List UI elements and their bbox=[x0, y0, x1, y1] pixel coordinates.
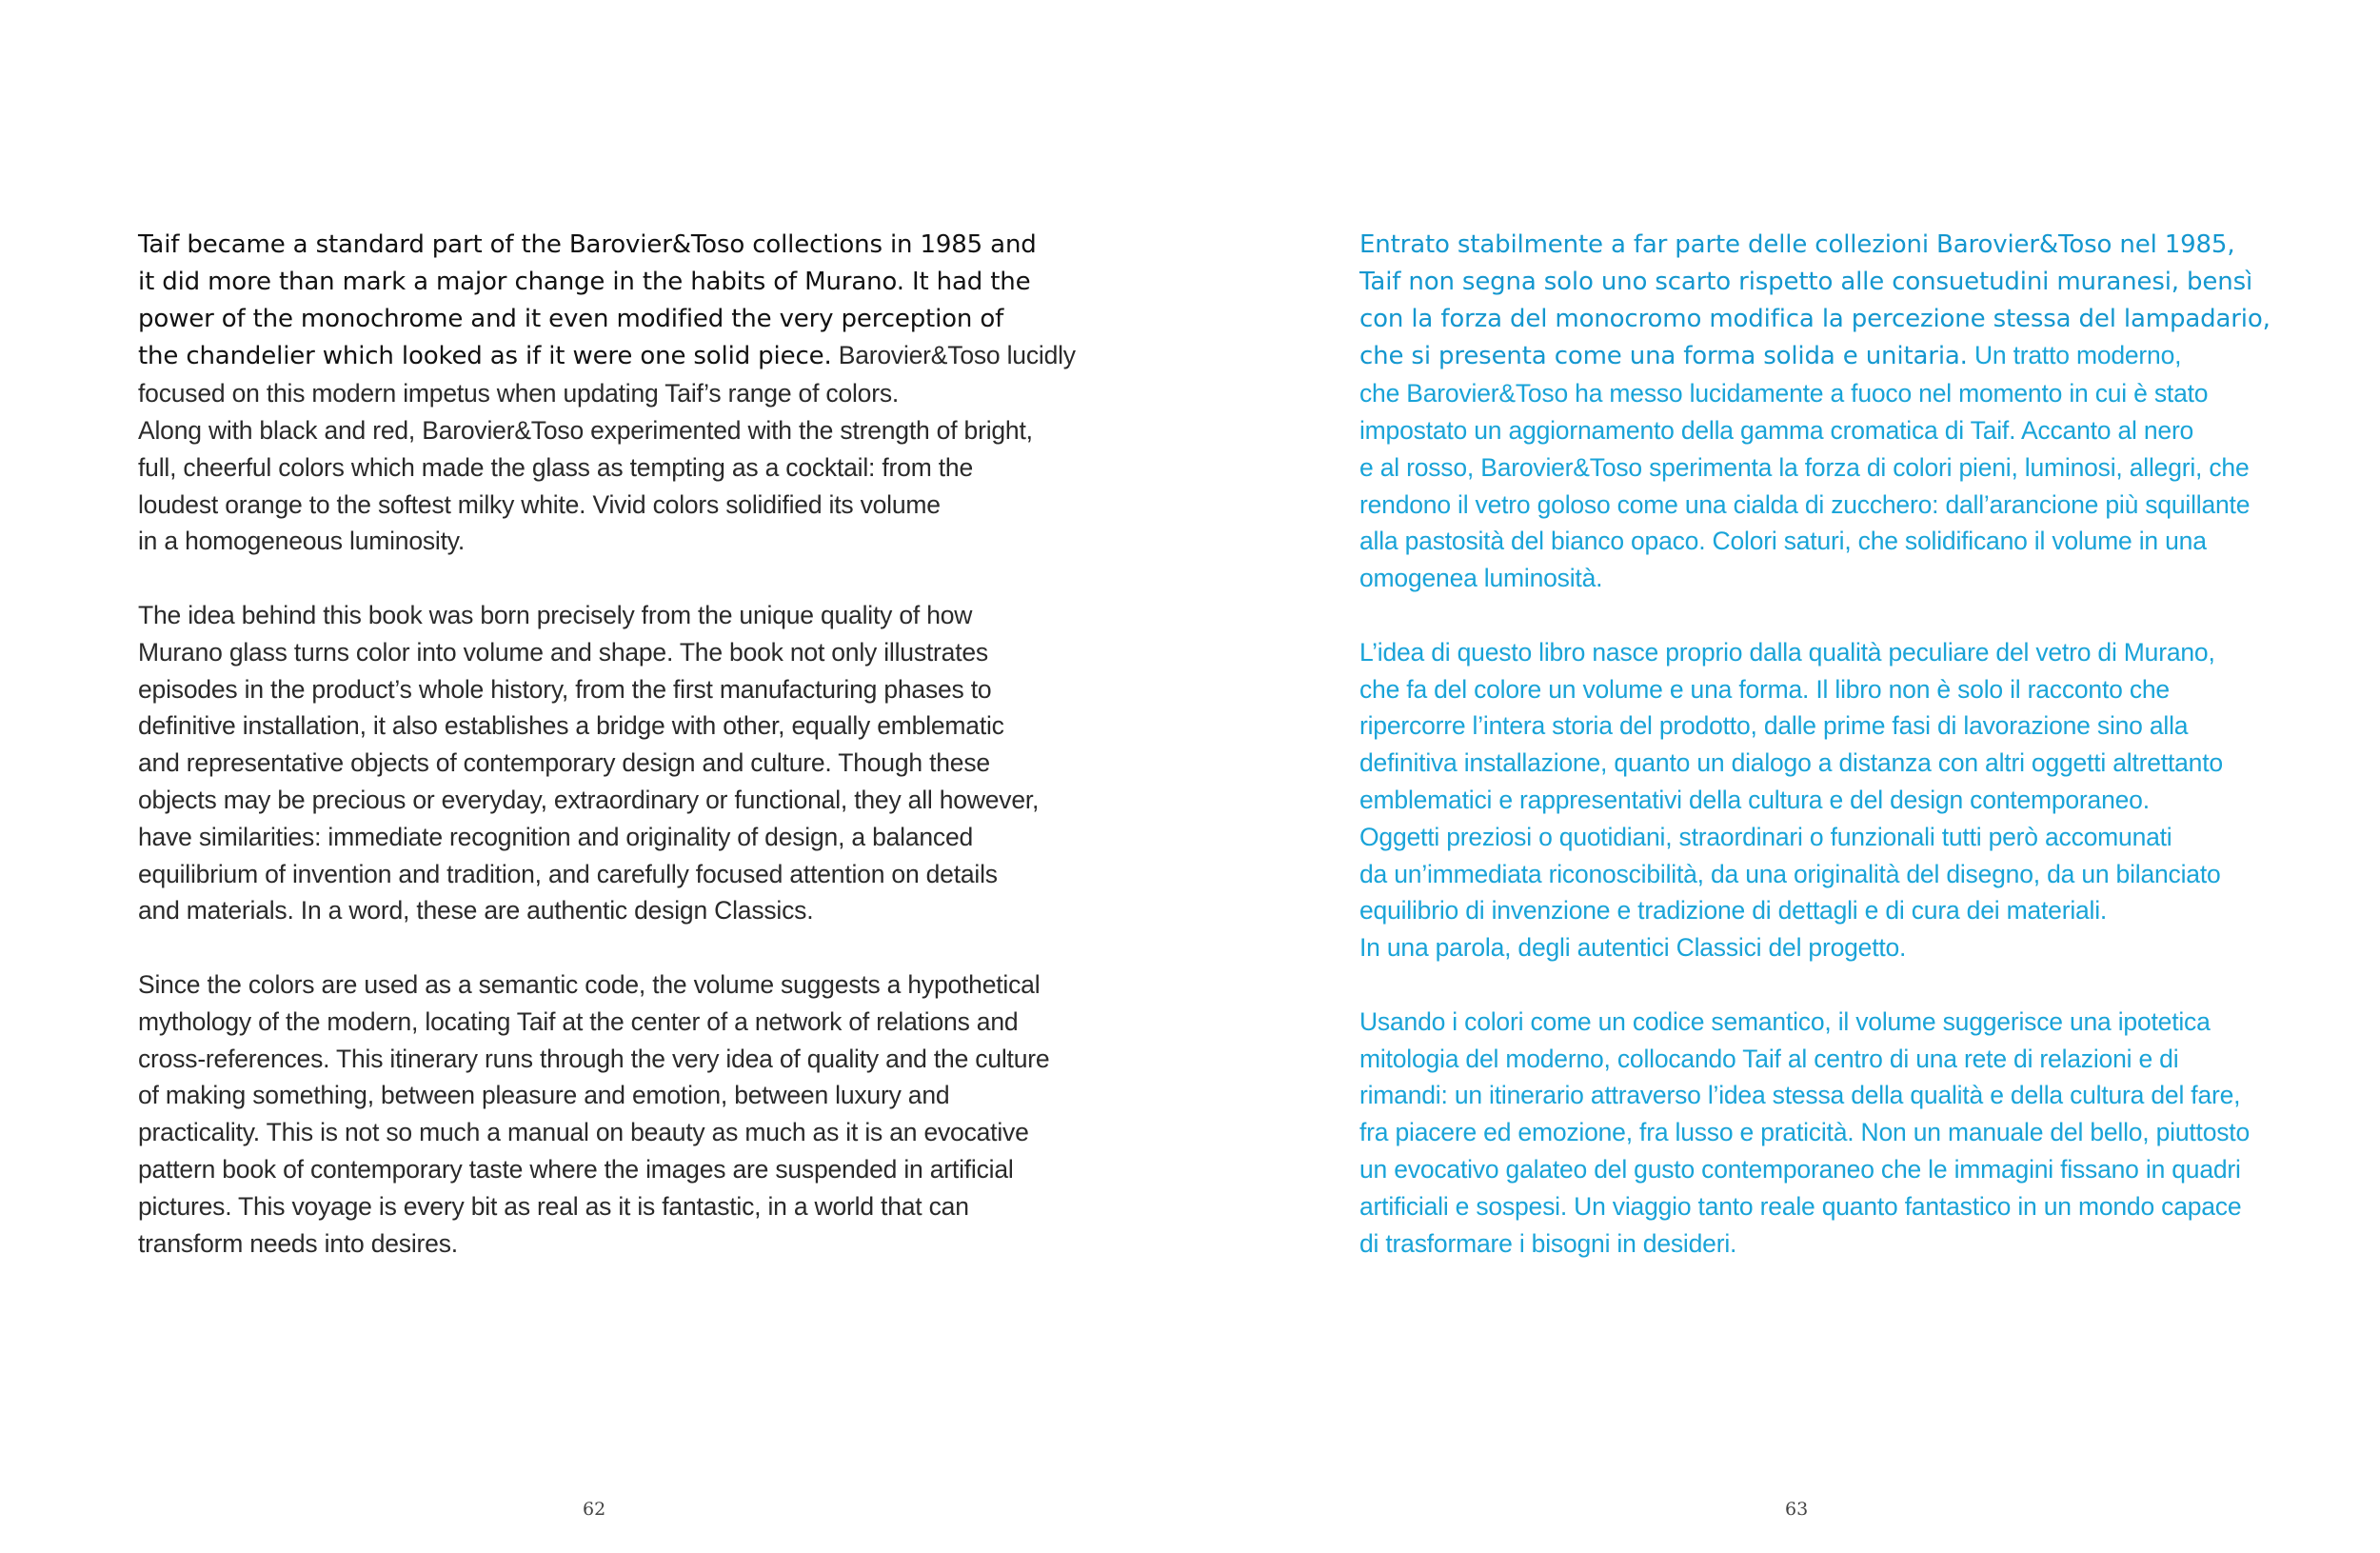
text-line: objects may be precious or everyday, extraordinary or functional, they all however, bbox=[138, 785, 1040, 814]
page-number: 62 bbox=[583, 1499, 606, 1520]
text-line: e al rosso, Barovier&Toso sperimenta la forza di colori pieni, luminosi, allegri, che bbox=[1359, 452, 2250, 482]
paragraph-intro bbox=[1359, 227, 2340, 597]
lead-text: the chandelier which looked as if it were one solid piece. bbox=[138, 342, 832, 371]
text-line: di trasformare i bisogni in desideri. bbox=[1359, 1228, 1737, 1258]
text-line: emblematici e rappresentativi della cultura e del design contemporaneo. bbox=[1359, 785, 2150, 814]
text-line: Entrato stabilmente a far parte delle collezioni Barovier&Toso nel 1985, bbox=[1359, 230, 2235, 259]
right-page bbox=[1190, 0, 2380, 1553]
paragraph-semantic-code bbox=[1359, 1004, 2340, 1263]
text-line: it did more than mark a major change in the habits of Murano. It had the bbox=[138, 267, 1031, 296]
text-line: focused on this modern impetus when updating Taif’s range of colors. bbox=[138, 379, 900, 408]
text-line: rimandi: un itinerario attraverso l’idea stessa della qualità e della cultura del fare, bbox=[1359, 1081, 2241, 1110]
text-line: equilibrio di invenzione e tradizione di dettagli e di cura dei materiali. bbox=[1359, 896, 2108, 926]
text-line: pattern book of contemporary taste where the images are suspended in artificial bbox=[138, 1154, 1014, 1184]
body-text: Un tratto moderno, bbox=[1967, 341, 2182, 370]
paragraph-book-idea bbox=[138, 597, 1119, 929]
text-line-mixed bbox=[1359, 337, 2340, 375]
text-line: have similarities: immediate recognition and originality of design, a balanced bbox=[138, 822, 974, 851]
text-line: practicality. This is not so much a manual on beauty as much as it is an evocative bbox=[138, 1118, 1029, 1147]
text-line: L’idea di questo libro nasce proprio dalla qualità peculiare del vetro di Murano, bbox=[1359, 637, 2215, 667]
paragraph-book-idea bbox=[1359, 634, 2340, 966]
text-line: impostato un aggiornamento della gamma cromatica di Taif. Accanto al nero bbox=[1359, 415, 2194, 445]
italian-text-column bbox=[1359, 227, 2340, 1299]
text-line: pictures. This voyage is every bit as real as it is fantastic, in a world that can bbox=[138, 1191, 969, 1221]
text-line: and representative objects of contemporary design and culture. Though these bbox=[138, 748, 990, 778]
text-line: cross-references. This itinerary runs through the very idea of quality and the culture bbox=[138, 1044, 1050, 1073]
body-text: Barovier&Toso lucidly bbox=[831, 341, 1076, 370]
text-line: mythology of the modern, locating Taif at the center of a network of relations and bbox=[138, 1006, 1019, 1036]
text-line: transform needs into desires. bbox=[138, 1228, 458, 1258]
text-line: un evocativo galateo del gusto contemporaneo che le immagini fissano in quadri bbox=[1359, 1154, 2241, 1184]
text-line: definitive installation, it also establishes a bridge with other, equally emblematic bbox=[138, 711, 1004, 741]
english-text-column bbox=[138, 227, 1119, 1299]
paragraph-intro bbox=[138, 227, 1119, 560]
page-number: 63 bbox=[1785, 1499, 1809, 1520]
text-line: rendono il vetro goloso come una cialda di zucchero: dall’arancione più squillante bbox=[1359, 489, 2251, 519]
text-line: Murano glass turns color into volume and shape. The book not only illustrates bbox=[138, 637, 988, 667]
text-line: definitiva installazione, quanto un dialogo a distanza con altri oggetti altrettanto bbox=[1359, 748, 2223, 778]
text-line: power of the monochrome and it even modified the very perception of bbox=[138, 304, 1004, 333]
text-line: fra piacere ed emozione, fra lusso e praticità. Non un manuale del bello, piuttosto bbox=[1359, 1118, 2251, 1147]
text-line: artificiali e sospesi. Un viaggio tanto reale quanto fantastico in un mondo capace bbox=[1359, 1191, 2242, 1221]
text-line: The idea behind this book was born precisely from the unique quality of how bbox=[138, 600, 973, 629]
text-line: con la forza del monocromo modifica la percezione stessa del lampadario, bbox=[1359, 304, 2271, 333]
text-line: loudest orange to the softest milky white. Vivid colors solidified its volume bbox=[138, 489, 941, 519]
text-line: equilibrium of invention and tradition, and carefully focused attention on details bbox=[138, 859, 998, 888]
text-line: Along with black and red, Barovier&Toso experimented with the strength of bright, bbox=[138, 415, 1033, 445]
text-line: Since the colors are used as a semantic code, the volume suggests a hypothetical bbox=[138, 969, 1041, 999]
text-line: da un’immediata riconoscibilità, da una originalità del disegno, da un bilanciato bbox=[1359, 859, 2221, 888]
text-line: omogenea luminosità. bbox=[1359, 564, 1603, 593]
text-line: episodes in the product’s whole history, from the first manufacturing phases to bbox=[138, 674, 992, 704]
text-line: ripercorre l’intera storia del prodotto, dalle prime fasi di lavorazione sino alla bbox=[1359, 711, 2189, 741]
text-line: mitologia del moderno, collocando Taif al centro di una rete di relazioni e di bbox=[1359, 1044, 2179, 1073]
text-line: of making something, between pleasure and emotion, between luxury and bbox=[138, 1081, 950, 1110]
text-line: In una parola, degli autentici Classici del progetto. bbox=[1359, 933, 1907, 963]
text-line: full, cheerful colors which made the glass as tempting as a cocktail: from the bbox=[138, 452, 973, 482]
paragraph-semantic-code bbox=[138, 966, 1119, 1262]
text-line: che fa del colore un volume e una forma. Il libro non è solo il racconto che bbox=[1359, 674, 2170, 704]
text-line: alla pastosità del bianco opaco. Colori saturi, che solidificano il volume in una bbox=[1359, 527, 2207, 556]
text-line: Oggetti preziosi o quotidiani, straordinari o funzionali tutti però accomunati bbox=[1359, 822, 2172, 851]
text-line-mixed bbox=[138, 337, 1119, 375]
text-line: Taif non segna solo uno scarto rispetto alle consuetudini muranesi, bensì bbox=[1359, 267, 2253, 296]
text-line: che Barovier&Toso ha messo lucidamente a fuoco nel momento in cui è stato bbox=[1359, 379, 2209, 408]
text-line: in a homogeneous luminosity. bbox=[138, 527, 466, 556]
text-line: and materials. In a word, these are authentic design Classics. bbox=[138, 896, 814, 926]
text-line: Usando i colori come un codice semantico, il volume suggerisce una ipotetica bbox=[1359, 1006, 2211, 1036]
lead-text: che si presenta come una forma solida e unitaria. bbox=[1359, 342, 1968, 371]
text-line: Taif became a standard part of the Barovier&Toso collections in 1985 and bbox=[138, 230, 1037, 259]
